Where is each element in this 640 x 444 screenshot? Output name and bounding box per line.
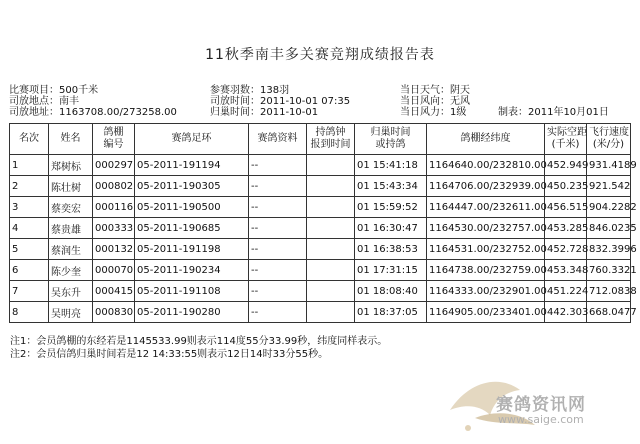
table-row	[10, 218, 631, 239]
table-cell: 1164640.00/232810.00	[427, 155, 545, 176]
table-cell: 05-2011-191194	[135, 155, 249, 176]
table-cell: 456.515	[545, 197, 587, 218]
table-cell	[307, 260, 355, 281]
table-cell: 05-2011-190685	[135, 218, 249, 239]
table-cell: 蔡润生	[49, 239, 93, 260]
table-cell: 2	[10, 176, 49, 197]
table-cell: 1164738.00/232759.00	[427, 260, 545, 281]
header-clock-time: 持鸽钟 报到时间	[307, 124, 355, 155]
table-cell: 000802	[93, 176, 135, 197]
table-cell: 000415	[93, 281, 135, 302]
report-title: 11秋季南丰多关赛竞翔成绩报告表	[205, 47, 435, 63]
table-cell: 000070	[93, 260, 135, 281]
table-cell: 451.224	[545, 281, 587, 302]
table-cell: 05-2011-190280	[135, 302, 249, 323]
info-release-time: 司放时间：2011-10-01 07:35	[210, 96, 351, 107]
header-ring: 赛鸽足环	[135, 124, 249, 155]
table-cell: 000116	[93, 197, 135, 218]
table-row	[10, 155, 631, 176]
table-cell: 453.285	[545, 218, 587, 239]
table-cell: --	[249, 260, 307, 281]
table-cell: 1	[10, 155, 49, 176]
info-return-time: 归巢时间：2011-10-01	[210, 107, 319, 118]
table-cell: 01 18:37:05	[355, 302, 427, 323]
info-place: 司放地点：南丰	[9, 96, 79, 107]
table-cell: 452.728	[545, 239, 587, 260]
results-table	[9, 123, 637, 323]
header-return-time: 归巢时间 或持鸽	[355, 124, 427, 155]
note-2: 注2：会员信鸽归巢时间若是12 14:33:55则表示12日14时33分55秒。	[10, 349, 329, 360]
table-cell: --	[249, 239, 307, 260]
table-cell: 7	[10, 281, 49, 302]
table-cell: 904.2282	[587, 197, 631, 218]
table-cell: 450.235	[545, 176, 587, 197]
table-row	[10, 281, 631, 302]
table-cell: 吴明亮	[49, 302, 93, 323]
table-cell: 蔡奕宏	[49, 197, 93, 218]
table-cell: 921.542	[587, 176, 631, 197]
info-weather: 当日天气：阴天	[400, 85, 470, 96]
header-loft-number: 鸽棚 编号	[93, 124, 135, 155]
table-row	[10, 260, 631, 281]
table-cell: --	[249, 197, 307, 218]
table-cell: 1164333.00/232901.00	[427, 281, 545, 302]
table-cell: 6	[10, 260, 49, 281]
table-cell: 05-2011-190305	[135, 176, 249, 197]
notes	[10, 335, 387, 361]
info-count: 参赛羽数：138羽	[210, 85, 290, 96]
table-cell: 01 17:31:15	[355, 260, 427, 281]
table-cell: 1164530.00/232757.00	[427, 218, 545, 239]
table-cell: --	[249, 281, 307, 302]
table-cell: --	[249, 176, 307, 197]
table-cell: 陈壮树	[49, 176, 93, 197]
table-cell	[307, 197, 355, 218]
table-cell: 000132	[93, 239, 135, 260]
table-cell: 000297	[93, 155, 135, 176]
table-cell: 吴东升	[49, 281, 93, 302]
info-wind-force: 当日风力：1级	[400, 107, 467, 118]
table-cell: 453.348	[545, 260, 587, 281]
table-cell: 3	[10, 197, 49, 218]
table-cell: 1164447.00/232611.00	[427, 197, 545, 218]
table-cell: 668.0477	[587, 302, 631, 323]
header-pigeon-info: 赛鸽资料	[249, 124, 307, 155]
table-cell	[307, 281, 355, 302]
table-cell: 452.949	[545, 155, 587, 176]
table-cell: 01 15:43:34	[355, 176, 427, 197]
info-wind-direction: 当日风向：无风	[400, 96, 470, 107]
header-speed: 飞行速度 (米/分)	[587, 124, 631, 155]
watermark-text: 赛鸽资讯网	[496, 395, 586, 415]
table-cell	[307, 176, 355, 197]
table-cell: 931.4189	[587, 155, 631, 176]
table-header-row	[10, 124, 631, 155]
info-made-date: 制表：2011年10月01日	[498, 107, 609, 118]
table-cell: --	[249, 302, 307, 323]
table-cell: 1164706.00/232939.00	[427, 176, 545, 197]
table-cell: 000333	[93, 218, 135, 239]
table-cell: 760.3321	[587, 260, 631, 281]
table-cell: 01 15:59:52	[355, 197, 427, 218]
table-row	[10, 176, 631, 197]
table-cell: 000830	[93, 302, 135, 323]
table-cell: 05-2011-191198	[135, 239, 249, 260]
table-cell	[307, 239, 355, 260]
table-cell: --	[249, 155, 307, 176]
watermark-url: www.saige.com	[498, 413, 584, 426]
table-cell: --	[249, 218, 307, 239]
table-cell: 01 16:30:47	[355, 218, 427, 239]
table-cell	[307, 155, 355, 176]
table-cell: 05-2011-191108	[135, 281, 249, 302]
table-cell: 8	[10, 302, 49, 323]
table-row	[10, 239, 631, 260]
header-name: 姓名	[49, 124, 93, 155]
table-cell: 442.303	[545, 302, 587, 323]
header-rank: 名次	[10, 124, 49, 155]
table-cell: 01 16:38:53	[355, 239, 427, 260]
table-cell: 4	[10, 218, 49, 239]
table-cell: 1164531.00/232752.00	[427, 239, 545, 260]
table-cell: 5	[10, 239, 49, 260]
table-cell: 1164905.00/233401.00	[427, 302, 545, 323]
table-cell: 01 15:41:18	[355, 155, 427, 176]
table-row	[10, 302, 631, 323]
table-cell: 郑树标	[49, 155, 93, 176]
table-cell: 05-2011-190500	[135, 197, 249, 218]
info-coords: 司放地址：1163708.00/273258.00	[9, 107, 177, 118]
table-cell: 05-2011-190234	[135, 260, 249, 281]
table-cell: 712.0838	[587, 281, 631, 302]
table-cell: 蔡贵雄	[49, 218, 93, 239]
table-row	[10, 197, 631, 218]
header-coordinates: 鸽棚经纬度	[427, 124, 545, 155]
table-cell: 01 18:08:40	[355, 281, 427, 302]
header-distance: 实际空距 (千米)	[545, 124, 587, 155]
table-cell: 陈少奎	[49, 260, 93, 281]
table-cell: 832.3996	[587, 239, 631, 260]
table-cell: 846.0235	[587, 218, 631, 239]
table-cell	[307, 302, 355, 323]
note-1: 注1：会员鸽棚的东经若是1145533.99则表示114度55分33.99秒，纬度同样表示。	[10, 336, 388, 347]
info-item: 比赛项目：500千米	[9, 85, 99, 96]
table-cell	[307, 218, 355, 239]
